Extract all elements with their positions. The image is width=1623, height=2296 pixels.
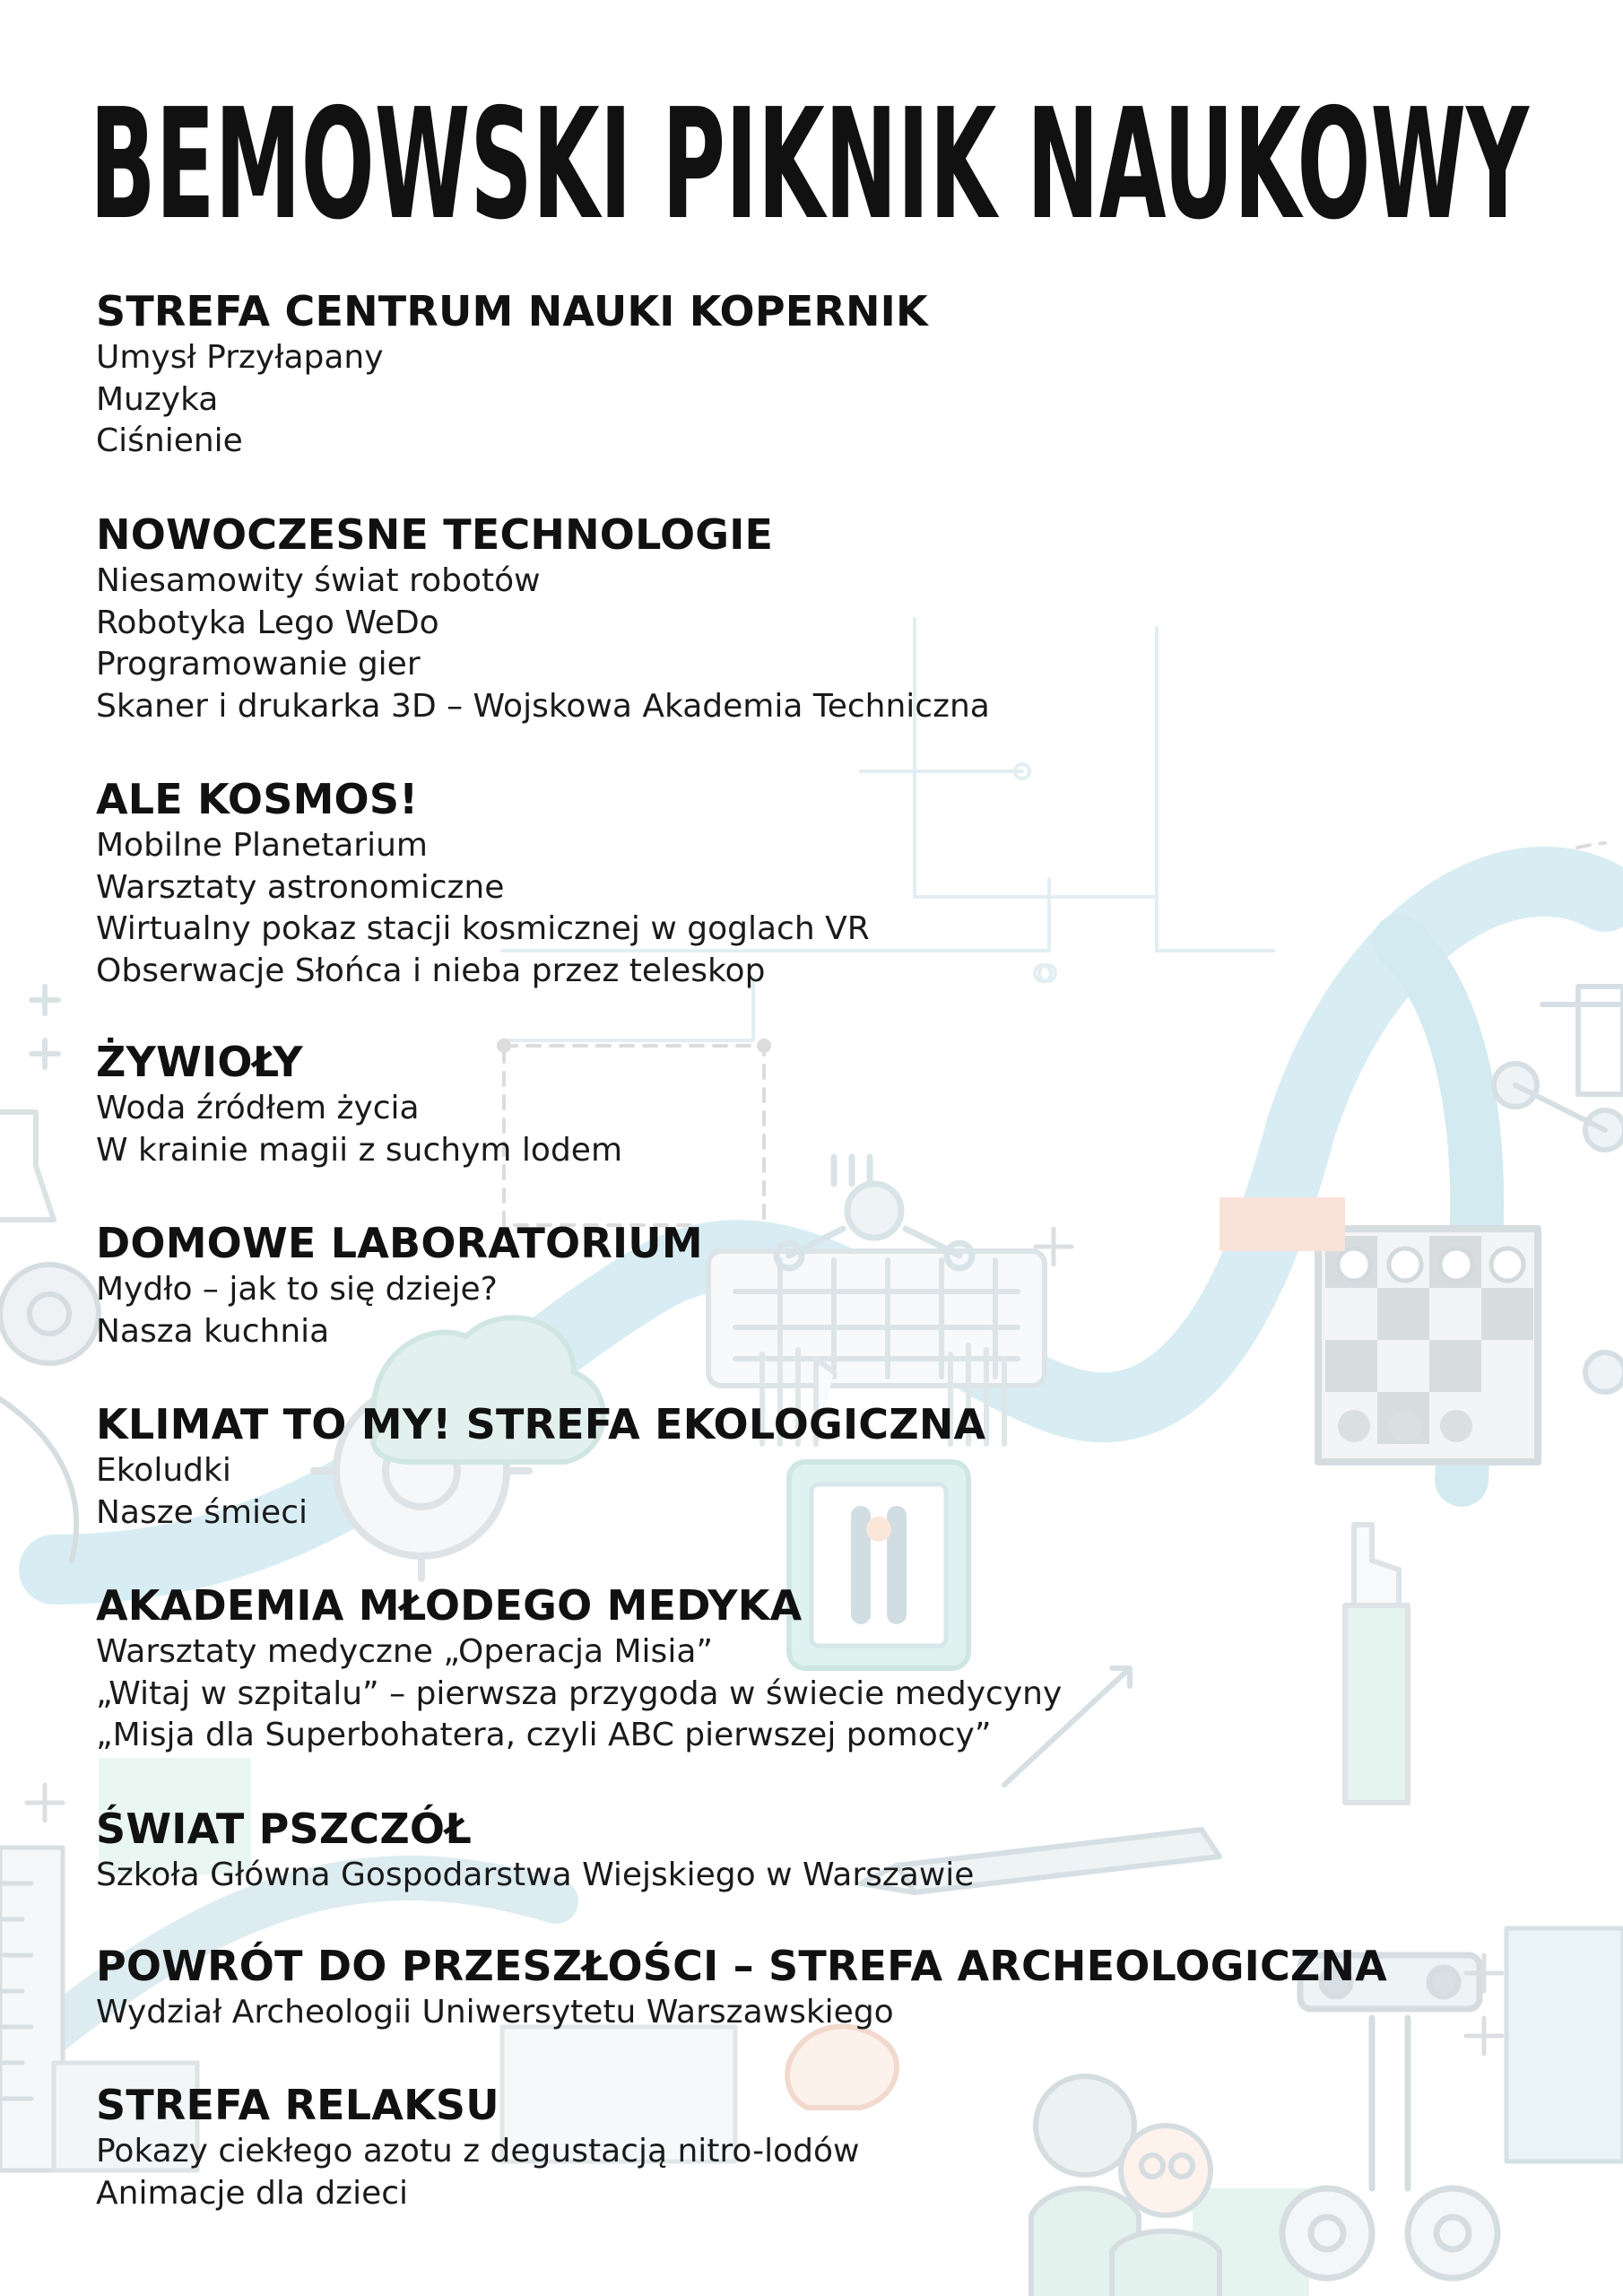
list-item: Wydział Archeologii Uniwersytetu Warszawskiego xyxy=(96,1994,894,2031)
section-medyk xyxy=(96,1579,1062,1757)
section-heading: KLIMAT TO MY! STREFA EKOLOGICZNA xyxy=(96,1400,986,1448)
list-item: Pokazy ciekłego azotu z degustacją nitro-lodów xyxy=(96,2133,860,2170)
section-items xyxy=(96,1631,1062,1757)
section-items xyxy=(96,1855,974,1897)
section-items xyxy=(96,1450,985,1534)
section-items xyxy=(96,1269,703,1352)
list-item: Nasza kuchnia xyxy=(96,1312,330,1350)
section-heading: ALE KOSMOS! xyxy=(96,775,419,823)
list-item: Warsztaty medyczne „Operacja Misia” xyxy=(96,1633,714,1670)
page-title xyxy=(90,83,1533,239)
list-item: Ciśnienie xyxy=(96,422,243,459)
section-zywioly xyxy=(96,1036,622,1171)
section-heading: ŚWIAT PSZCZÓŁ xyxy=(96,1805,472,1853)
list-item: Mobilne Planetarium xyxy=(96,827,428,864)
list-item: Warsztaty astronomiczne xyxy=(96,868,505,906)
section-kosmos xyxy=(96,773,870,992)
section-heading: ŻYWIOŁY xyxy=(96,1038,303,1086)
list-item: Mydło – jak to się dzieje? xyxy=(96,1271,498,1308)
list-item: „Witaj w szpitalu” – pierwsza przygoda w świecie medycyny xyxy=(96,1674,1063,1712)
section-technologie xyxy=(96,509,990,727)
list-item: Animacje dla dzieci xyxy=(96,2174,409,2212)
section-laboratorium xyxy=(96,1217,703,1352)
pointing-hand-icon xyxy=(1345,1525,1408,1803)
list-item: Woda źródłem życia xyxy=(96,1090,420,1126)
list-item: Muzyka xyxy=(96,380,219,418)
section-kopernik xyxy=(96,285,928,463)
list-item: Programowanie gier xyxy=(96,646,421,683)
list-item: Ekoludki xyxy=(96,1452,231,1489)
list-item: „Misja dla Superbohatera, czyli ABC pierwszej pomocy” xyxy=(96,1717,992,1753)
section-heading: AKADEMIA MŁODEGO MEDYKA xyxy=(96,1581,803,1630)
keyboard-icon xyxy=(708,1251,1045,1386)
chessboard-icon xyxy=(1219,1197,1538,1462)
section-pszczoly xyxy=(96,1803,974,1897)
list-item: Szkoła Główna Gospodarstwa Wiejskiego w Warszawie xyxy=(96,1857,975,1893)
list-item: Robotyka Lego WeDo xyxy=(96,604,439,641)
section-heading: POWRÓT DO PRZESZŁOŚCI – STREFA ARCHEOLOGICZNA xyxy=(96,1942,1387,1990)
list-item: Wirtualny pokaz stacji kosmicznej w goglach VR xyxy=(96,910,870,947)
section-items xyxy=(96,825,870,992)
page-title-text: BEMOWSKI PIKNIK NAUKOWY xyxy=(90,83,1531,239)
section-klimat xyxy=(96,1398,985,1534)
list-item: Niesamowity świat robotów xyxy=(96,562,541,599)
medic-icon xyxy=(1031,2076,1219,2296)
section-heading: DOMOWE LABORATORIUM xyxy=(96,1219,703,1267)
section-heading: STREFA RELAKSU xyxy=(96,2081,499,2129)
section-items xyxy=(96,1992,1387,2034)
section-archeologia xyxy=(96,1940,1387,2034)
section-relaks xyxy=(96,2079,859,2214)
brain-icon xyxy=(0,1265,99,1561)
section-heading: NOWOCZESNE TECHNOLOGIE xyxy=(96,510,774,559)
list-item: W krainie magii z suchym lodem xyxy=(96,1131,623,1169)
section-items xyxy=(96,1088,622,1171)
section-heading: STREFA CENTRUM NAUKI KOPERNIK xyxy=(96,287,928,335)
section-items xyxy=(96,561,990,727)
list-item: Skaner i drukarka 3D – Wojskowa Akademia Techniczna xyxy=(96,687,990,725)
flask-icon xyxy=(0,987,58,1220)
list-item: Nasze śmieci xyxy=(96,1493,308,1531)
list-item: Obserwacje Słońca i nieba przez teleskop xyxy=(96,952,766,989)
section-items xyxy=(96,2131,859,2214)
section-items xyxy=(96,337,928,463)
list-item: Umysł Przyłapany xyxy=(96,339,384,376)
